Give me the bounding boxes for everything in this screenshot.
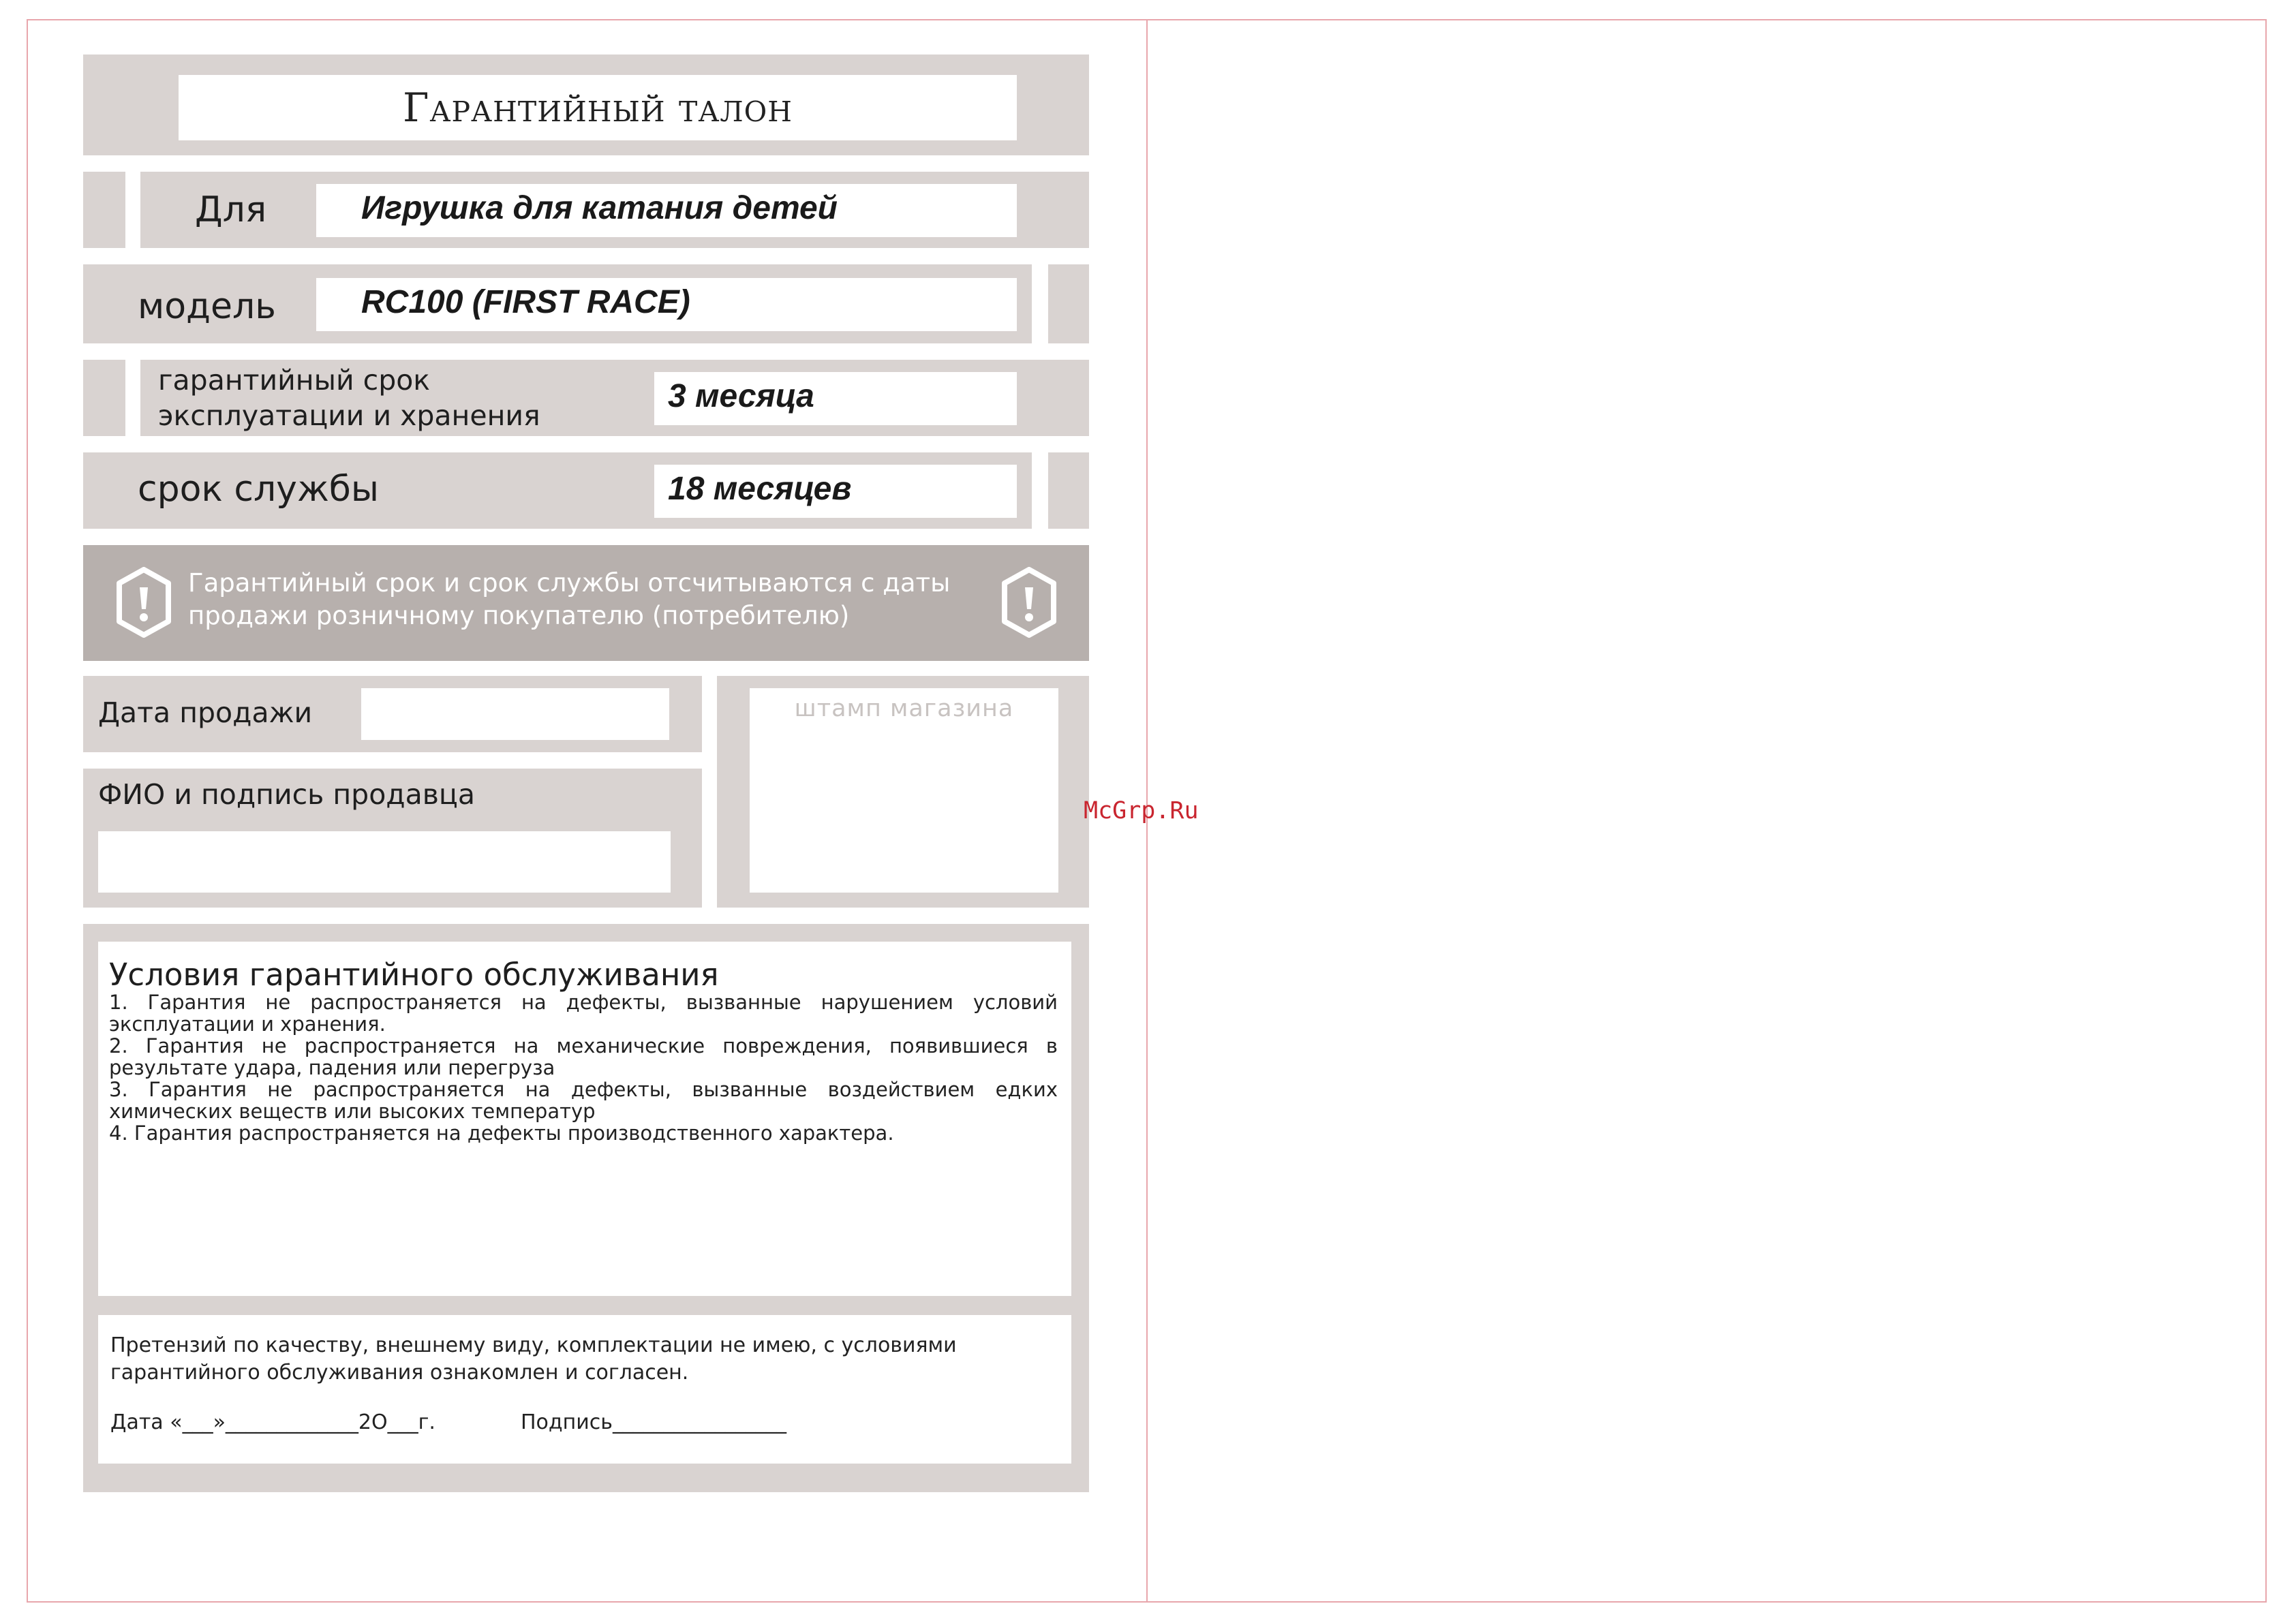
warranty-label-line2: эксплуатации и хранения	[158, 399, 540, 432]
shield-exclamation-icon	[115, 567, 172, 638]
stamp-label: штамп магазина	[794, 695, 1014, 722]
model-label: модель	[138, 286, 276, 327]
warranty-label-line1: гарантийный срок	[158, 364, 431, 397]
notice-line2: продажи розничному покупателю (потребителю)	[188, 601, 850, 630]
condition-item: 4. Гарантия распространяется на дефекты производственного характера.	[109, 1122, 894, 1145]
service-value: 18 месяцев	[668, 471, 852, 507]
seller-signature-field[interactable]	[98, 831, 671, 893]
condition-item: 1. Гарантия не распространяется на дефекты, вызванные нарушением условий эксплуатации и хранения.	[109, 991, 1058, 1036]
condition-item: 2. Гарантия не распространяется на механические повреждения, появившиеся в результате удара, падения или перегруза	[109, 1034, 1058, 1079]
model-value: RC100 (FIRST RACE)	[361, 284, 690, 320]
conditions-title: Условия гарантийного обслуживания	[109, 957, 719, 993]
seller-label: ФИО и подпись продавца	[98, 778, 475, 811]
model-right-slot	[1032, 264, 1048, 327]
sale-date-label: Дата продажи	[98, 696, 313, 729]
for-value: Игрушка для катания детей	[361, 190, 838, 226]
for-row-left-tab	[83, 172, 125, 248]
condition-item: 3. Гарантия не распространяется на дефекты, вызванные воздействием едких химических веществ или высоких температур	[109, 1078, 1058, 1123]
claim-signature-line: Подпись_________________	[521, 1410, 786, 1434]
watermark: McGrp.Ru	[1084, 797, 1199, 824]
service-right-slot	[1032, 452, 1048, 512]
warranty-row-left-tab	[83, 360, 125, 436]
notice-text	[188, 567, 999, 632]
page-title: Гарантийный талон	[179, 75, 1017, 140]
shield-exclamation-icon	[1000, 567, 1058, 638]
conditions-list	[109, 991, 1058, 1144]
sale-date-field[interactable]	[361, 688, 669, 740]
service-row-right-tab	[1048, 452, 1089, 529]
claim-text: Претензий по качеству, внешнему виду, комплектации не имею, с условиями гарантийного обслуживания ознакомлен и согласен.	[110, 1333, 957, 1385]
warranty-value: 3 месяца	[668, 378, 814, 414]
for-label: Для	[195, 189, 267, 230]
notice-line1: Гарантийный срок и срок службы отсчитываются с даты	[188, 568, 951, 598]
service-label: срок службы	[138, 469, 379, 510]
model-row-right-tab	[1048, 264, 1089, 343]
claim-date-line: Дата «___»_____________2О___г.	[110, 1410, 435, 1434]
